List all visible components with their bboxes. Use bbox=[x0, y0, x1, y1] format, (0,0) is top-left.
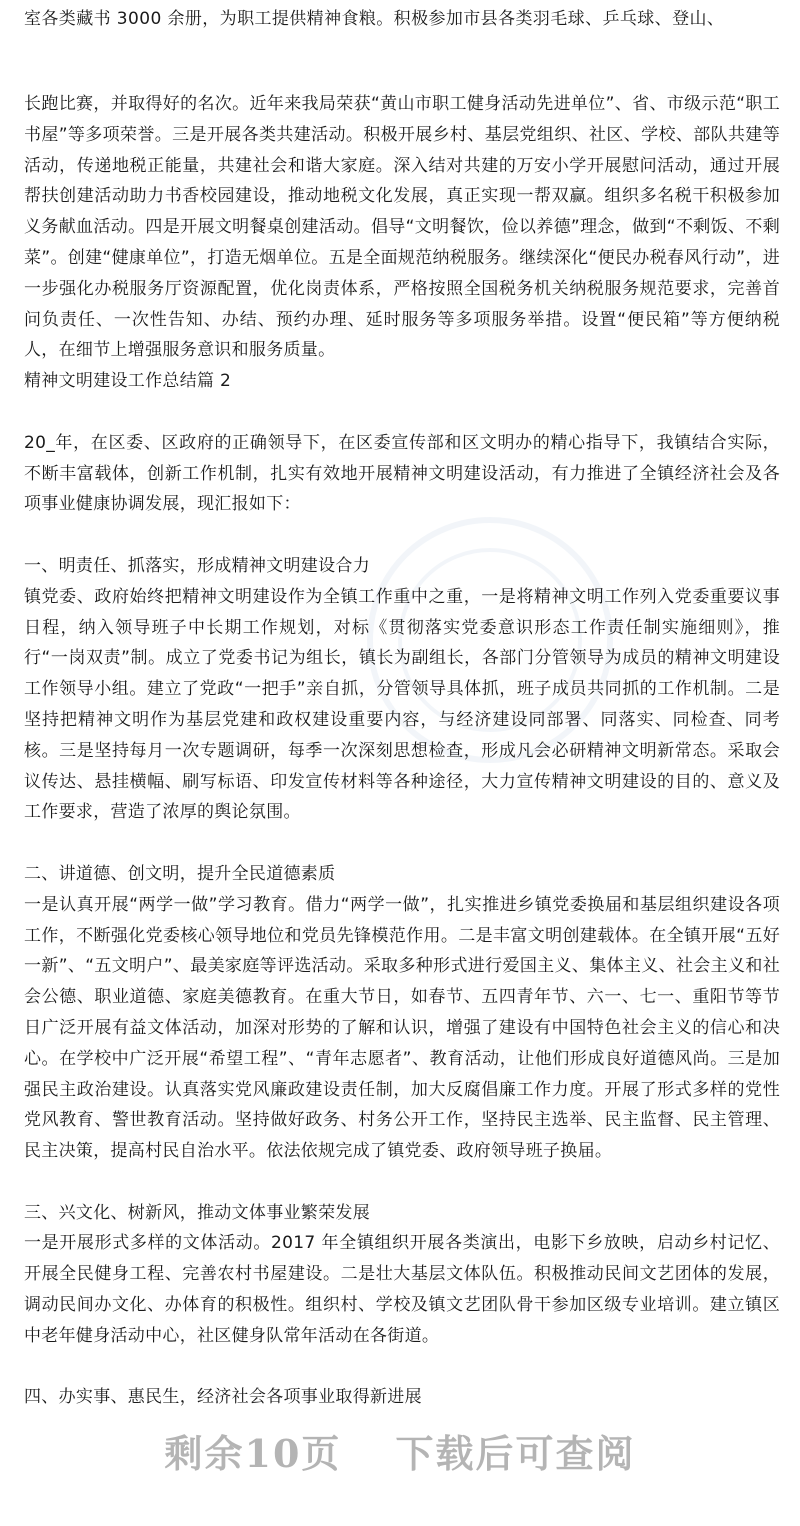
download-prompt-banner[interactable] bbox=[0, 1422, 800, 1478]
remaining-pages-label[interactable]: 剩余10页 bbox=[164, 1430, 342, 1476]
paragraph-4: 一是认真开展“两学一做”学习教育。借力“两学一做”，扎实推进乡镇党委换届和基层组织建设各项工作，不断强化党委核心领导地位和党员先锋模范作用。二是丰富文明创建载体。在全镇开展“五好一新”、“五文明户”、最美家庭等评选活动。采取多种形式进行爱国主义、集体主义、社会主义和社会公德、职业道德、家庭美德教育。在重大节日，如春节、五四青年节、六一、七一、重阳节等节日广泛开展有益文体活动，加深对形势的了解和认识，增强了建设有中国特色社会主义的信心和决心。在学校中广泛开展“希望工程”、“青年志愿者”、教育活动，让他们形成良好道德风尚。三是加强民主政治建设。认真落实党风廉政建设责任制，加大反腐倡廉工作力度。开展了形式多样的党性党风教育、警世教育活动。坚持做好政务、村务公开工作，坚持民主选举、民主监督、民主管理、民主决策，提高村民自治水平。依法依规完成了镇党委、政府领导班子换届。 bbox=[24, 894, 780, 1162]
paragraph-2: 20_年，在区委、区政府的正确领导下，在区委宣传部和区文明办的精心指导下，我镇结合实际，不断丰富载体，创新工作机制，扎实有效地开展精神文明建设活动，有力推进了全镇经济社会及各项事业健康协调发展，现汇报如下： bbox=[24, 432, 780, 515]
download-to-view-label[interactable]: 下载后可查阅 bbox=[395, 1430, 636, 1476]
heading-4: 四、办实事、惠民生，经济社会各项事业取得新进展 bbox=[24, 1387, 422, 1408]
top-fragment-line: 室各类藏书 3000 余册，为职工提供精神食粮。积极参加市县各类羽毛球、乒乓球、登山、 bbox=[24, 9, 725, 29]
heading-2: 二、讲道德、创文明，提升全民道德素质 bbox=[24, 863, 336, 884]
paragraph-3: 镇党委、政府始终把精神文明建设作为全镇工作重中之重，一是将精神文明工作列入党委重要议事日程，纳入领导班子中长期工作规划，对标《贯彻落实党委意识形态工作责任制实施细则》，推行“一岗双责”制。成立了党委书记为组长，镇长为副组长，各部门分管领导为成员的精神文明建设工作领导小组。建立了党政“一把手”亲自抓，分管领导具体抓，班子成员共同抓的工作机制。二是坚持把精神文明作为基层党建和政权建设重要内容，与经济建设同部署、同落实、同检查、同考核。三是坚持每月一次专题调研，每季一次深刻思想检查，形成凡会必研精神文明新常态。采取会议传达、悬挂横幅、刷写标语、印发宣传材料等各种途径，大力宣传精神文明建设的目的、意义及工作要求，营造了浓厚的舆论氛围。 bbox=[24, 586, 780, 823]
paragraph-5: 一是开展形式多样的文体活动。2017 年全镇组织开展各类演出，电影下乡放映，启动乡村记忆、开展全民健身工程、完善农村书屋建设。二是壮大基层文体队伍。积极推动民间文艺团体的发展，调动民间办文化、办体育的积极性。组织村、学校及镇文艺团队骨干参加区级专业培训。建立镇区中老年健身活动中心，社区健身队常年活动在各街道。 bbox=[24, 1233, 780, 1346]
paragraph-1: 长跑比赛，并取得好的名次。近年来我局荣获“黄山市职工健身活动先进单位”、省、市级示范“职工书屋”等多项荣誉。三是开展各类共建活动。积极开展乡村、基层党组织、社区、学校、部队共建等活动，传递地税正能量，共建社会和谐大家庭。深入结对共建的万安小学开展慰问活动，通过开展帮扶创建活动助力书香校园建设，推动地税文化发展，真正实现一帮双赢。组织多名税干积极参加义务献血活动。四是开展文明餐桌创建活动。倡导“文明餐饮，俭以养德”理念，做到“不剩饭、不剩菜”。创建“健康单位”，打造无烟单位。五是全面规范纳税服务。继续深化“便民办税春风行动”，进一步强化办税服务厅资源配置，优化岗责体系，严格按照全国税务机关纳税服务规范要求，完善首问负责任、一次性告知、办结、预约办理、延时服务等多项服务举措。设置“便民箱”等方便纳税人，在细节上增强服务意识和服务质量。 bbox=[24, 94, 780, 361]
section-title-2: 精神文明建设工作总结篇 2 bbox=[24, 371, 232, 392]
document-body bbox=[24, 89, 780, 1413]
heading-1: 一、明责任、抓落实，形成精神文明建设合力 bbox=[24, 555, 370, 576]
heading-3: 三、兴文化、树新风，推动文体事业繁荣发展 bbox=[24, 1202, 370, 1223]
